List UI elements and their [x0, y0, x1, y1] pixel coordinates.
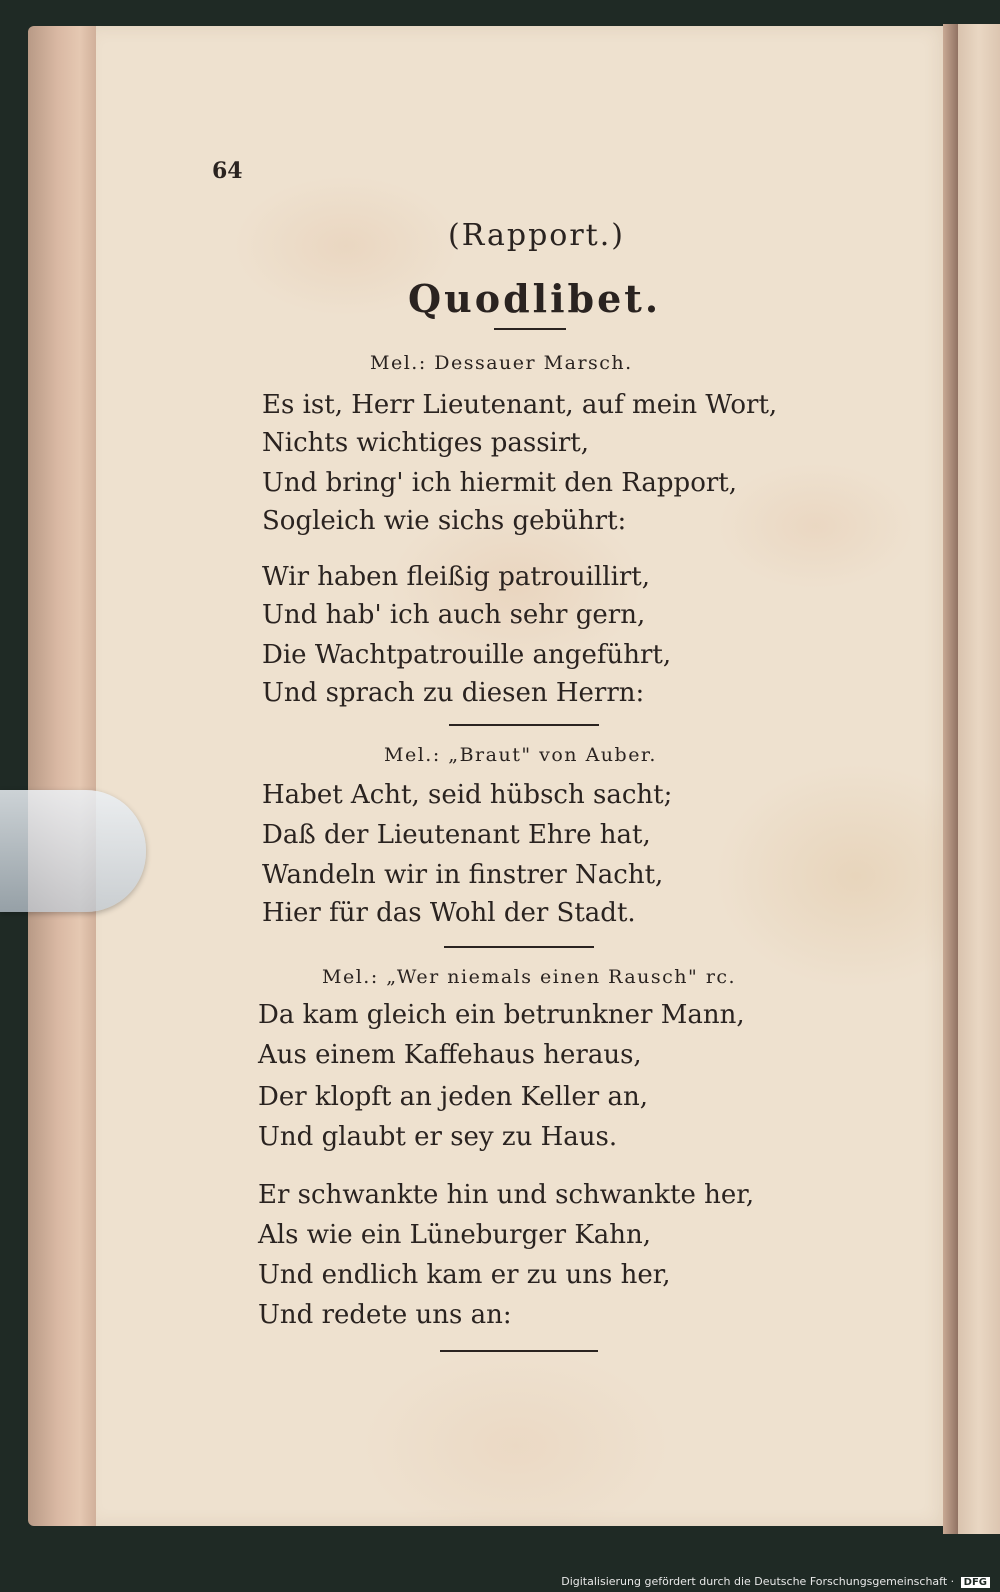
- verse-line: Da kam gleich ein betrunkner Mann,: [258, 1000, 745, 1030]
- verse-line: Hier für das Wohl der Stadt.: [262, 898, 636, 928]
- verse-line: Die Wachtpatrouille angeführt,: [262, 640, 672, 670]
- credit-text: Digitalisierung gefördert durch die Deutsche Forschungsgemeinschaft ·: [561, 1575, 955, 1588]
- page-title: Quodlibet.: [408, 276, 662, 321]
- verse-line: Und hab' ich auch sehr gern,: [262, 600, 646, 630]
- section-divider: [449, 724, 599, 726]
- verse-line: Als wie ein Lüneburger Kahn,: [258, 1220, 651, 1250]
- verse-line: Und glaubt er sey zu Haus.: [258, 1122, 618, 1152]
- facing-page-edge: [958, 24, 1000, 1534]
- verse-line: Sogleich wie sichs gebührt:: [262, 506, 627, 536]
- verse-line: Und endlich kam er zu uns her,: [258, 1260, 671, 1290]
- verse-line: Und redete uns an:: [258, 1300, 512, 1330]
- verse-line: Habet Acht, seid hübsch sacht;: [262, 780, 673, 810]
- section-divider: [440, 1350, 598, 1352]
- page-number: 64: [212, 158, 243, 184]
- page-clip: [0, 790, 146, 912]
- section-rubric: (Rapport.): [448, 218, 625, 253]
- dfg-logo: DFG: [961, 1577, 990, 1588]
- verse-line: Und bring' ich hiermit den Rapport,: [262, 468, 737, 498]
- verse-line: Der klopft an jeden Keller an,: [258, 1082, 648, 1112]
- verse-line: Wir haben fleißig patrouillirt,: [262, 562, 651, 592]
- title-rule: [494, 328, 566, 330]
- digitization-credit: [561, 1575, 990, 1588]
- verse-line: Nichts wichtiges passirt,: [262, 428, 589, 458]
- melody-line: Mel.: „Wer niemals einen Rausch" rc.: [322, 966, 737, 988]
- book-edge: [28, 26, 102, 1526]
- verse-line: Es ist, Herr Lieutenant, auf mein Wort,: [262, 390, 778, 420]
- melody-line: Mel.: Dessauer Marsch.: [370, 352, 633, 374]
- spine-shadow: [943, 24, 959, 1534]
- verse-line: Und sprach zu diesen Herrn:: [262, 678, 645, 708]
- verse-line: Aus einem Kaffehaus heraus,: [258, 1040, 642, 1070]
- section-divider: [444, 946, 594, 948]
- verse-line: Daß der Lieutenant Ehre hat,: [262, 820, 651, 850]
- melody-line: Mel.: „Braut" von Auber.: [384, 744, 657, 766]
- verse-line: Er schwankte hin und schwankte her,: [258, 1180, 755, 1210]
- verse-line: Wandeln wir in finstrer Nacht,: [262, 860, 664, 890]
